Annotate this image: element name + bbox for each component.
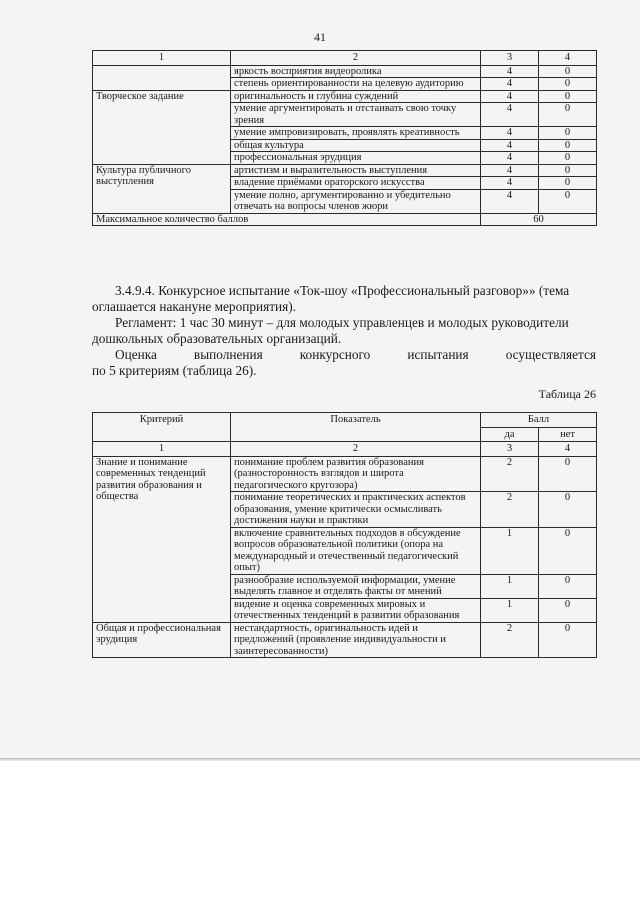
score-no-cell: 0 bbox=[539, 139, 597, 152]
score-no-cell: 0 bbox=[539, 598, 597, 622]
regulation-paragraph: Регламент: 1 час 30 минут – для молодых управленцев и молодых руководители дошкольных образовательных организаций. bbox=[92, 315, 569, 346]
score-no-cell: 0 bbox=[539, 127, 597, 140]
max-score-value: 60 bbox=[481, 213, 597, 226]
score-yes-cell: 4 bbox=[481, 189, 539, 213]
indicator-cell: оригинальность и глубина суждений bbox=[231, 90, 481, 103]
table-numbers-row bbox=[93, 442, 597, 457]
indicator-cell: степень ориентированности на целевую аудиторию bbox=[231, 78, 481, 91]
score-no-cell: 0 bbox=[539, 456, 597, 492]
criterion-cell: Общая и профессиональная эрудиция bbox=[93, 622, 231, 658]
score-yes-cell: 4 bbox=[481, 152, 539, 165]
table-26 bbox=[92, 412, 597, 658]
score-no-cell: 0 bbox=[539, 103, 597, 127]
criterion-header: Критерий bbox=[93, 413, 231, 442]
indicator-cell: понимание теоретических и практических аспектов образования, умение критически осмысливать достижения науки и практики bbox=[231, 492, 481, 528]
score-no-cell: 0 bbox=[539, 65, 597, 78]
indicator-cell: разнообразие используемой информации, умение выделять главное и отделять факты от мнений bbox=[231, 574, 481, 598]
score-no-cell: 0 bbox=[539, 492, 597, 528]
no-header: нет bbox=[539, 427, 597, 442]
col-number: 2 bbox=[231, 442, 481, 457]
indicator-cell: включение сравнительных подходов в обсуждение вопросов образовательной политики (опора на международный и отечественный педагогический опыт) bbox=[231, 527, 481, 574]
col-number: 4 bbox=[539, 51, 597, 66]
criterion-cell-continued bbox=[93, 65, 231, 90]
indicator-cell: яркость восприятия видеоролика bbox=[231, 65, 481, 78]
table-row bbox=[93, 622, 597, 658]
score-yes-cell: 4 bbox=[481, 177, 539, 190]
criterion-cell: Творческое задание bbox=[93, 90, 231, 164]
score-no-cell: 0 bbox=[539, 164, 597, 177]
table-header-row bbox=[93, 413, 597, 428]
table-row bbox=[93, 456, 597, 492]
score-yes-cell: 4 bbox=[481, 65, 539, 78]
indicator-cell: понимание проблем развития образования (разносторонность взглядов и широта педагогического кругозора) bbox=[231, 456, 481, 492]
table-header-row bbox=[93, 51, 597, 66]
score-yes-cell: 4 bbox=[481, 90, 539, 103]
score-header: Балл bbox=[481, 413, 597, 428]
score-yes-cell: 2 bbox=[481, 456, 539, 492]
indicator-cell: умение полно, аргументированно и убедительно отвечать на вопросы членов жюри bbox=[231, 189, 481, 213]
score-yes-cell: 1 bbox=[481, 527, 539, 574]
indicator-cell: нестандартность, оригинальность идей и предложений (проявление индивидуальности и заинтересованности) bbox=[231, 622, 481, 658]
score-no-cell: 0 bbox=[539, 189, 597, 213]
assessment-paragraph-line1: Оценка выполнения конкурсного испытания осуществляется bbox=[115, 347, 596, 362]
indicator-cell: общая культура bbox=[231, 139, 481, 152]
table-row bbox=[93, 164, 597, 177]
page-edge bbox=[0, 758, 640, 761]
section-paragraph: 3.4.9.4. Конкурсное испытание «Ток-шоу «Профессиональный разговор»» (тема оглашается накануне мероприятия). bbox=[92, 283, 570, 314]
score-no-cell: 0 bbox=[539, 622, 597, 658]
col-number: 4 bbox=[539, 442, 597, 457]
score-no-cell: 0 bbox=[539, 177, 597, 190]
score-yes-cell: 4 bbox=[481, 78, 539, 91]
score-no-cell: 0 bbox=[539, 78, 597, 91]
table-row bbox=[93, 90, 597, 103]
score-no-cell: 0 bbox=[539, 90, 597, 103]
score-yes-cell: 4 bbox=[481, 139, 539, 152]
indicator-cell: видение и оценка современных мировых и отечественных тенденций в развитии образования bbox=[231, 598, 481, 622]
table-row bbox=[93, 65, 597, 78]
indicator-header: Показатель bbox=[231, 413, 481, 442]
score-no-cell: 0 bbox=[539, 574, 597, 598]
indicator-cell: профессиональная эрудиция bbox=[231, 152, 481, 165]
col-number: 1 bbox=[93, 51, 231, 66]
score-yes-cell: 4 bbox=[481, 164, 539, 177]
indicator-cell: артистизм и выразительность выступления bbox=[231, 164, 481, 177]
score-no-cell: 0 bbox=[539, 527, 597, 574]
score-yes-cell: 2 bbox=[481, 622, 539, 658]
score-yes-cell: 2 bbox=[481, 492, 539, 528]
table-total-row bbox=[93, 213, 597, 226]
score-no-cell: 0 bbox=[539, 152, 597, 165]
max-score-label: Максимальное количество баллов bbox=[93, 213, 481, 226]
page-number: 41 bbox=[314, 30, 326, 44]
score-yes-cell: 1 bbox=[481, 574, 539, 598]
table-25-continued bbox=[92, 50, 597, 226]
col-number: 2 bbox=[231, 51, 481, 66]
col-number: 3 bbox=[481, 442, 539, 457]
col-number: 3 bbox=[481, 51, 539, 66]
criterion-cell: Знание и понимание современных тенденций развития образования и общества bbox=[93, 456, 231, 622]
indicator-cell: владение приёмами ораторского искусства bbox=[231, 177, 481, 190]
score-yes-cell: 4 bbox=[481, 127, 539, 140]
indicator-cell: умение импровизировать, проявлять креативность bbox=[231, 127, 481, 140]
score-yes-cell: 1 bbox=[481, 598, 539, 622]
yes-header: да bbox=[481, 427, 539, 442]
table-caption: Таблица 26 bbox=[538, 387, 596, 401]
criterion-cell: Культура публичного выступления bbox=[93, 164, 231, 213]
assessment-paragraph-line2: по 5 критериям (таблица 26). bbox=[92, 363, 257, 378]
score-yes-cell: 4 bbox=[481, 103, 539, 127]
indicator-cell: умение аргументировать и отстаивать свою точку зрения bbox=[231, 103, 481, 127]
col-number: 1 bbox=[93, 442, 231, 457]
